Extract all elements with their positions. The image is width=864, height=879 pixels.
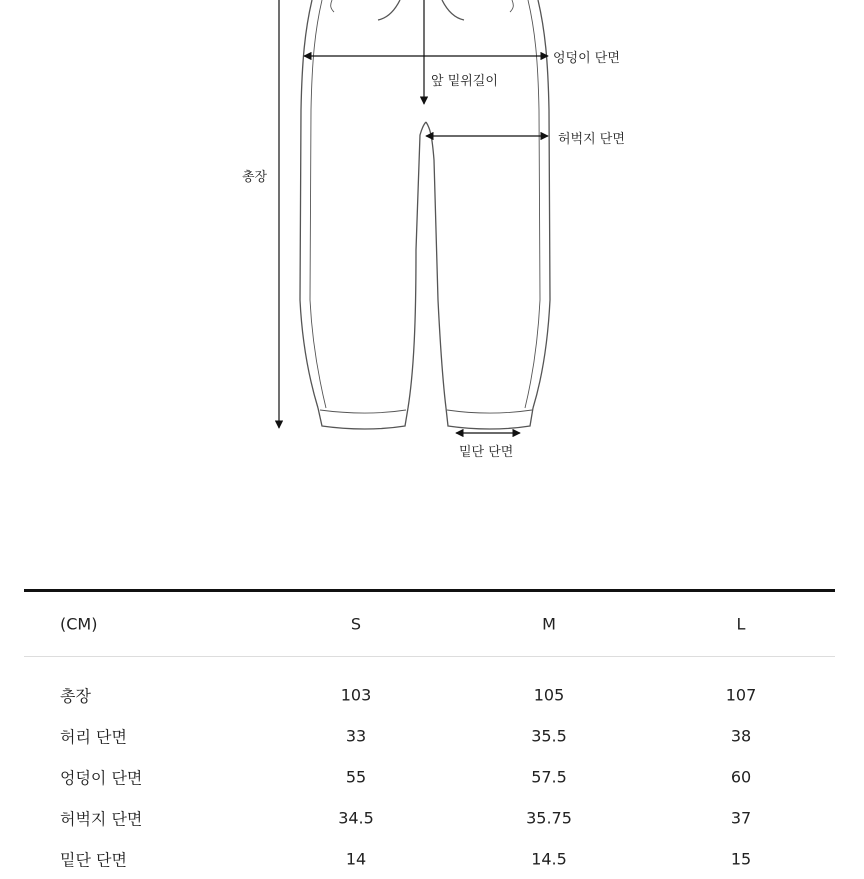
table-row	[24, 838, 835, 879]
front-rise-label: 앞 밑위길이	[431, 74, 498, 89]
value-l: 60	[730, 767, 752, 786]
value-s: 55	[345, 767, 367, 786]
header-size-m: M	[542, 614, 556, 634]
measurement-arrows	[279, 0, 548, 433]
value-l: 15	[730, 849, 752, 868]
total-length-label: 총장	[242, 170, 268, 185]
value-m: 35.5	[531, 726, 567, 745]
value-s: 103	[340, 685, 372, 704]
row-label: 총장	[60, 686, 91, 705]
value-l: 107	[725, 685, 757, 704]
header-size-s: S	[350, 614, 362, 634]
value-l: 37	[730, 808, 752, 827]
value-m: 105	[533, 685, 565, 704]
value-m: 35.75	[526, 808, 572, 827]
table-body	[24, 657, 835, 879]
hem-label: 밑단 단면	[459, 445, 514, 460]
pants-outline	[300, 0, 550, 429]
header-size-l: L	[736, 614, 746, 634]
row-label: 허리 단면	[60, 727, 127, 746]
header-unit: (CM)	[60, 614, 98, 634]
value-s: 34.5	[338, 808, 374, 827]
table-row	[24, 674, 835, 715]
value-s: 33	[345, 726, 367, 745]
value-s: 14	[345, 849, 367, 868]
size-table	[24, 589, 835, 879]
row-label: 허벅지 단면	[60, 809, 143, 828]
value-l: 38	[730, 726, 752, 745]
row-label: 밑단 단면	[60, 850, 127, 869]
thigh-label: 허벅지 단면	[558, 132, 625, 147]
table-header	[24, 592, 835, 657]
hip-label: 엉덩이 단면	[553, 51, 620, 66]
value-m: 14.5	[531, 849, 567, 868]
row-label: 엉덩이 단면	[60, 768, 143, 787]
table-row	[24, 756, 835, 797]
value-m: 57.5	[531, 767, 567, 786]
table-row	[24, 797, 835, 838]
table-row	[24, 715, 835, 756]
